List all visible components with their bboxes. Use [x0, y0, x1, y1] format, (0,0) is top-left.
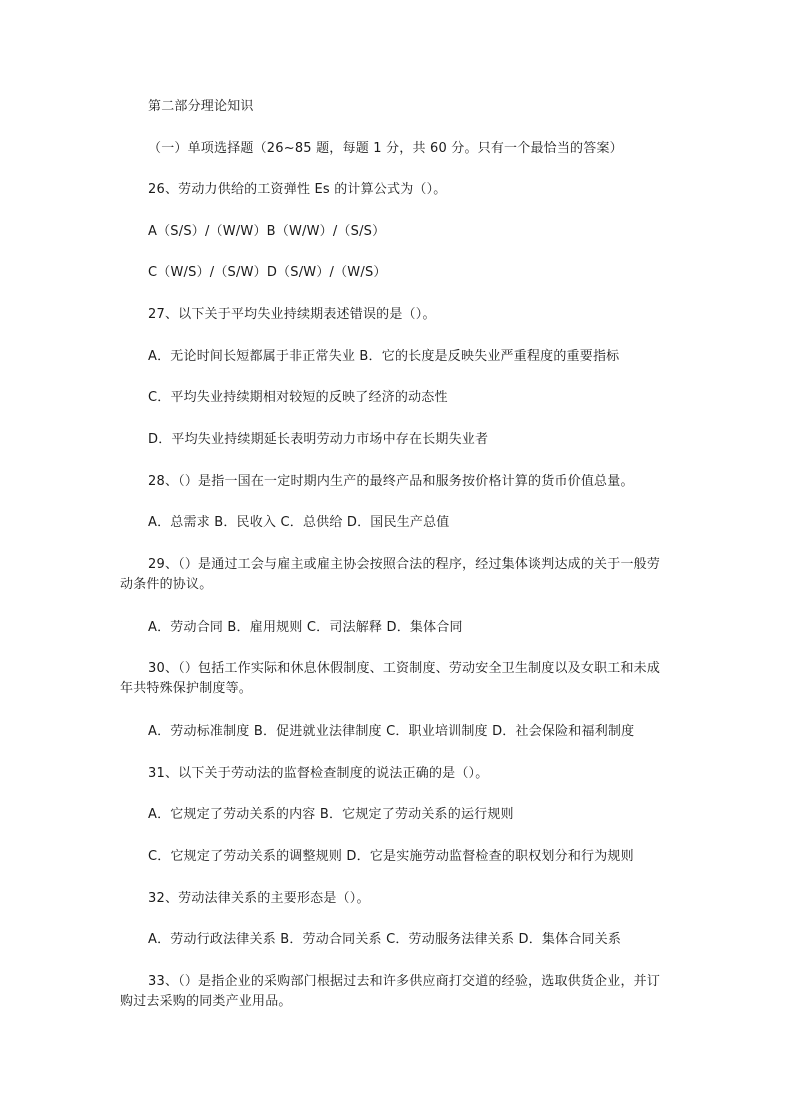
question-28-stem: 28、（）是指一国在一定时期内生产的最终产品和服务按价格计算的货币价值总量。	[148, 474, 634, 489]
question-27-option-c: C．平均失业持续期相对较短的反映了经济的动态性	[148, 390, 448, 405]
question-33-stem: 33、（）是指企业的采购部门根据过去和许多供应商打交道的经验，选取供货企业，并订购过去采购的同类产业用品。	[120, 974, 661, 1009]
section-title: （一）单项选择题（26~85 题，每题 1 分，共 60 分。只有一个最恰当的答案）	[148, 141, 623, 156]
question-30-stem: 30、（）包括工作实际和休息休假制度、工资制度、劳动安全卫生制度以及女职工和未成年共特殊保护制度等。	[120, 661, 661, 696]
question-32-stem: 32、劳动法律关系的主要形态是（）。	[148, 891, 370, 906]
question-31-options-ab: A．它规定了劳动关系的内容 B．它规定了劳动关系的运行规则	[148, 807, 514, 822]
question-29-stem: 29、（）是通过工会与雇主或雇主协会按照合法的程序，经过集体谈判达成的关于一般劳动条件的协议。	[120, 557, 661, 592]
question-32-options: A．劳动行政法律关系 B．劳动合同关系 C．劳动服务法律关系 D．集体合同关系	[148, 932, 622, 947]
question-31-stem: 31、以下关于劳动法的监督检查制度的说法正确的是（）。	[148, 766, 489, 781]
question-28-options: A．总需求 B．民收入 C．总供给 D．国民生产总值	[148, 515, 450, 530]
question-29-options: A．劳动合同 B．雇用规则 C．司法解释 D．集体合同	[148, 620, 463, 635]
question-30-options: A．劳动标准制度 B．促进就业法律制度 C．职业培训制度 D．社会保险和福利制度	[148, 724, 635, 739]
question-27-option-d: D．平均失业持续期延长表明劳动力市场中存在长期失业者	[148, 432, 489, 447]
question-27-options-ab: A．无论时间长短都属于非正常失业 B．它的长度是反映失业严重程度的重要指标	[148, 349, 620, 364]
question-26-options-ab: A（S/S）/（W/W）B（W/W）/（S/S）	[148, 224, 386, 239]
part-title: 第二部分理论知识	[148, 99, 254, 114]
question-26-options-cd: C（W/S）/（S/W）D（S/W）/（W/S）	[148, 265, 387, 280]
question-26-stem: 26、劳动力供给的工资弹性 Es 的计算公式为（）。	[148, 182, 447, 197]
question-27-stem: 27、以下关于平均失业持续期表述错误的是（）。	[148, 307, 436, 322]
question-31-options-cd: C．它规定了劳动关系的调整规则 D．它是实施劳动监督检查的职权划分和行为规则	[148, 849, 634, 864]
